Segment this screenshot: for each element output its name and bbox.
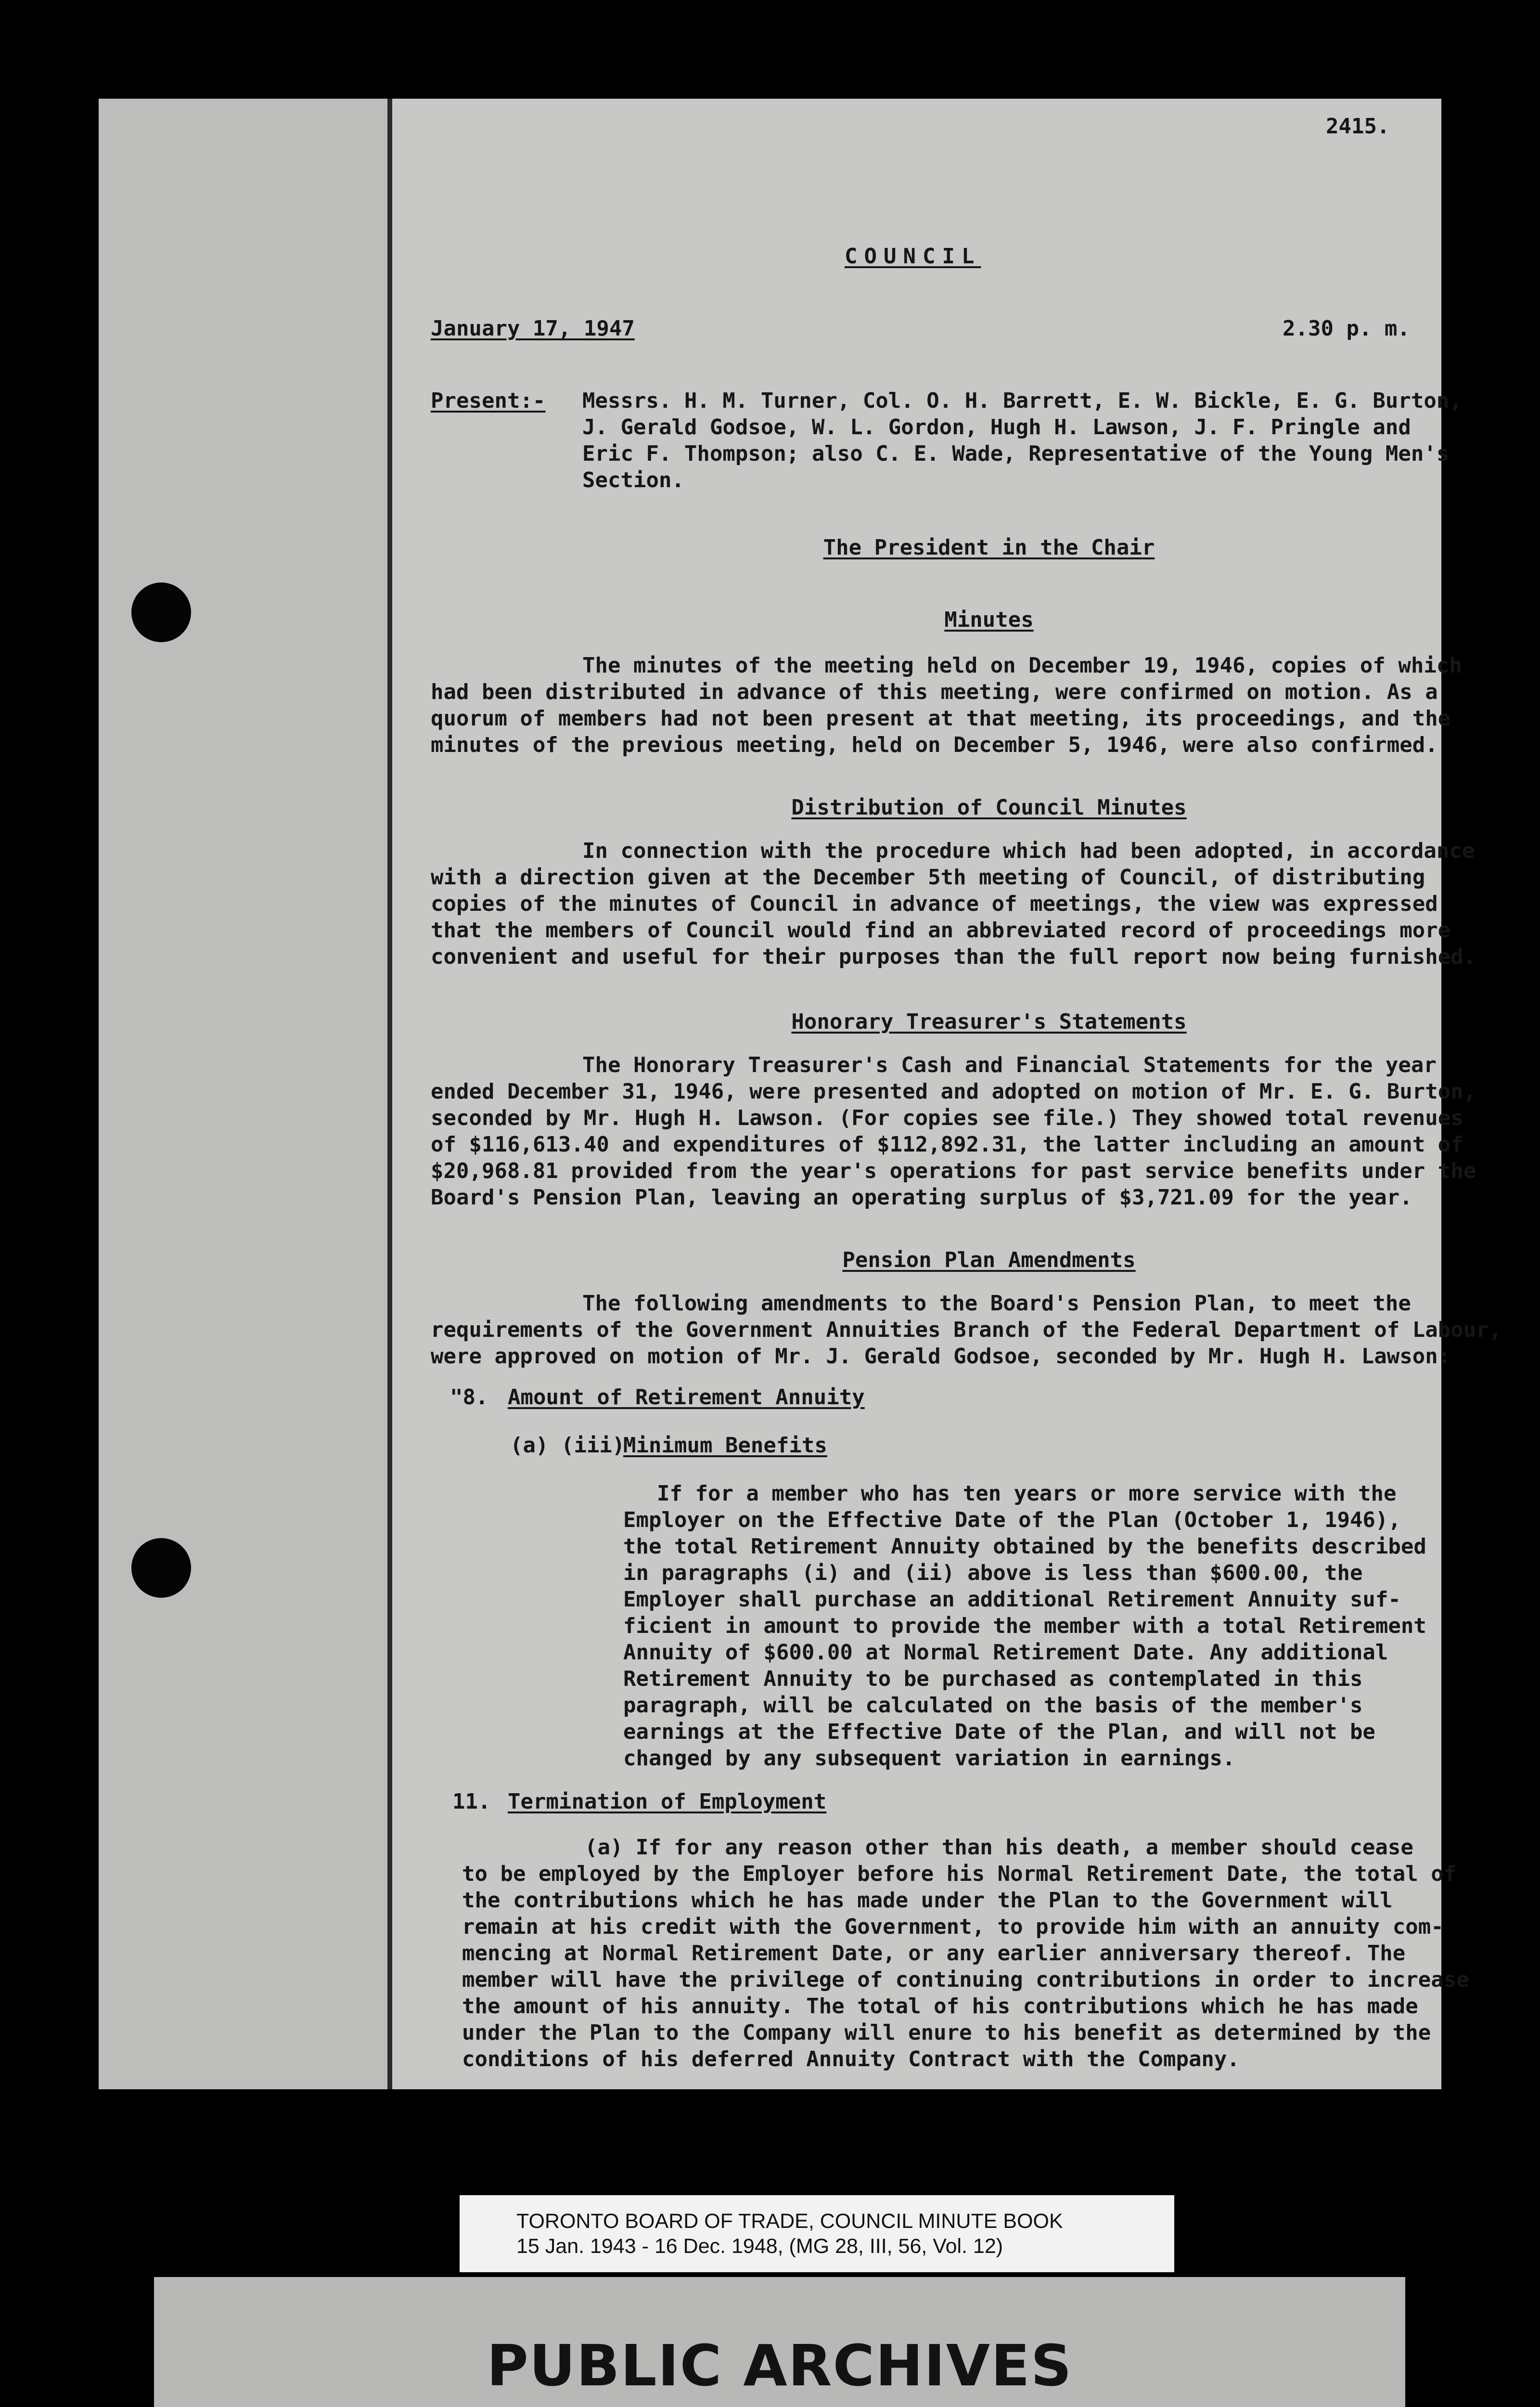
treasurer-line: seconded by Mr. Hugh H. Lawson. (For copies see file.) They showed total revenues [431, 1106, 1463, 1130]
item-11-line: the contributions which he has made under the Plan to the Government will [462, 1888, 1393, 1913]
minutes-heading: Minutes [944, 608, 1034, 632]
treasurer-line: The Honorary Treasurer's Cash and Financial Statements for the year [582, 1053, 1437, 1077]
meeting-date: January 17, 1947 [431, 316, 635, 341]
pension-line: were approved on motion of Mr. J. Gerald Godsoe, seconded by Mr. Hugh H. Lawson: [431, 1344, 1451, 1369]
distribution-line: that the members of Council would find an abbreviated record of proceedings more [431, 918, 1451, 943]
sub-item-line: earnings at the Effective Date of the Plan, and will not be [623, 1720, 1375, 1744]
stamp-line-public-archives: PUBLIC ARCHIVES [487, 2332, 1073, 2399]
sub-item-line: in paragraphs (i) and (ii) above is less than $600.00, the [623, 1561, 1363, 1585]
sub-item-line: If for a member who has ten years or more service with the [657, 1481, 1397, 1506]
treasurer-line: of $116,613.40 and expenditures of $112,892.31, the latter including an amount of [431, 1132, 1463, 1157]
item-11-number: 11. [452, 1789, 491, 1814]
present-label: Present:- [431, 388, 546, 413]
distribution-line: In connection with the procedure which had been adopted, in accordance [582, 839, 1475, 863]
distribution-line: with a direction given at the December 5th meeting of Council, of distributing [431, 865, 1425, 890]
item-11-line: remain at his credit with the Government, to provide him with an annuity com- [462, 1915, 1444, 1939]
present-line: J. Gerald Godsoe, W. L. Gordon, Hugh H. Lawson, J. F. Pringle and [582, 415, 1411, 440]
treasurer-line: $20,968.81 provided from the year's operations for past service benefits under the [431, 1159, 1476, 1183]
item-11-line: member will have the privilege of continuing contributions in order to increase [462, 1967, 1469, 1992]
distribution-line: convenient and useful for their purposes than the full report now being furnished. [431, 945, 1476, 969]
sub-item-line: paragraph, will be calculated on the basis of the member's [623, 1693, 1363, 1718]
sub-item-line: Employer on the Effective Date of the Plan (October 1, 1946), [623, 1508, 1401, 1532]
caption-line: TORONTO BOARD OF TRADE, COUNCIL MINUTE BOOK [516, 2210, 1063, 2233]
pension-heading: Pension Plan Amendments [842, 1248, 1136, 1272]
page-number: 2415. [1326, 114, 1390, 139]
minutes-line: quorum of members had not been present at that meeting, its proceedings, and the [431, 706, 1451, 731]
item-8-heading: Amount of Retirement Annuity [508, 1385, 865, 1410]
item-11-line: under the Plan to the Company will enure to his benefit as determined by the [462, 2020, 1431, 2045]
treasurer-line: Board's Pension Plan, leaving an operating surplus of $3,721.09 for the year. [431, 1185, 1412, 1210]
punch-hole-top [131, 582, 191, 642]
treasurer-line: ended December 31, 1946, were presented and adopted on motion of Mr. E. G. Burton, [431, 1079, 1476, 1104]
distribution-line: copies of the minutes of Council in advance of meetings, the view was expressed [431, 892, 1438, 916]
present-line: Section. [582, 468, 684, 492]
pension-line: The following amendments to the Board's Pension Plan, to meet the [582, 1291, 1411, 1316]
page-title: COUNCIL [845, 244, 981, 269]
minutes-line: had been distributed in advance of this meeting, were confirmed on motion. As a [431, 680, 1438, 704]
item-11-line: mencing at Normal Retirement Date, or any earlier anniversary thereof. The [462, 1941, 1406, 1966]
meeting-time: 2.30 p. m. [1283, 316, 1410, 341]
item-11-line: conditions of his deferred Annuity Contract with the Company. [462, 2047, 1240, 2071]
item-11-line: the amount of his annuity. The total of his contributions which he has made [462, 1994, 1418, 2019]
present-line: Messrs. H. M. Turner, Col. O. H. Barrett, E. W. Bickle, E. G. Burton, [582, 388, 1462, 413]
left-margin-strip [99, 99, 387, 2089]
sub-item-line: ficient in amount to provide the member with a total Retirement [623, 1614, 1426, 1638]
present-line: Eric F. Thompson; also C. E. Wade, Representative of the Young Men's [582, 441, 1450, 466]
sub-item-label: (a) (iii) [510, 1433, 625, 1458]
pension-line: requirements of the Government Annuities Branch of the Federal Department of Labour, [431, 1318, 1502, 1342]
treasurer-heading: Honorary Treasurer's Statements [791, 1009, 1187, 1034]
archives-stamp [154, 2277, 1405, 2407]
margin-rule [387, 99, 392, 2089]
sub-item-line: Annuity of $600.00 at Normal Retirement Date. Any additional [623, 1640, 1388, 1665]
document-page [99, 99, 1502, 2089]
caption-line: 15 Jan. 1943 - 16 Dec. 1948, (MG 28, III, 56, Vol. 12) [516, 2235, 1003, 2258]
sub-item-line: Retirement Annuity to be purchased as contemplated in this [623, 1667, 1363, 1691]
minutes-line: minutes of the previous meeting, held on December 5, 1946, were also confirmed. [431, 733, 1438, 757]
punch-hole-bottom [131, 1538, 191, 1598]
minutes-line: The minutes of the meeting held on December 19, 1946, copies of which [582, 653, 1462, 678]
item-8-number: "8. [450, 1385, 488, 1410]
sub-item-line: changed by any subsequent variation in earnings. [623, 1746, 1235, 1771]
archive-caption-label [460, 2195, 1174, 2272]
chair-heading: The President in the Chair [823, 535, 1155, 560]
sub-item-heading: Minimum Benefits [623, 1433, 827, 1458]
item-11-heading: Termination of Employment [508, 1789, 827, 1814]
item-11-line: (a) If for any reason other than his death, a member should cease [585, 1835, 1413, 1860]
item-11-line: to be employed by the Employer before his Normal Retirement Date, the total of [462, 1862, 1457, 1886]
sub-item-line: the total Retirement Annuity obtained by the benefits described [623, 1534, 1426, 1559]
distribution-heading: Distribution of Council Minutes [791, 795, 1187, 820]
sub-item-line: Employer shall purchase an additional Retirement Annuity suf- [623, 1587, 1401, 1612]
